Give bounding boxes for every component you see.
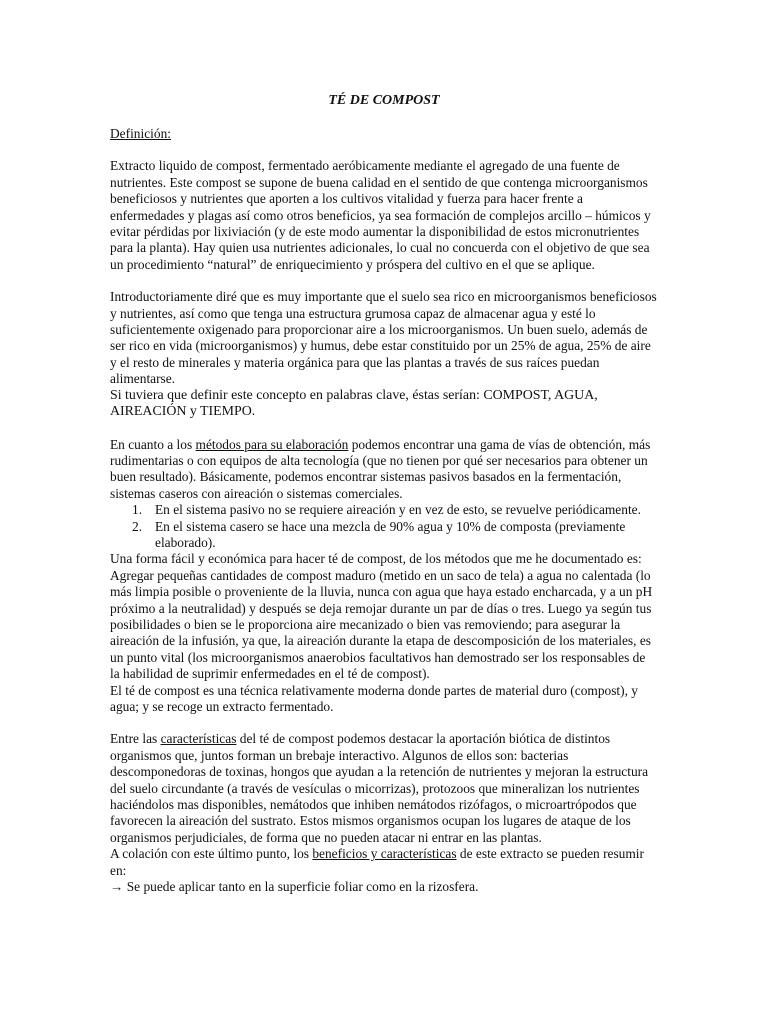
methods-list [110, 502, 658, 551]
paragraph-keywords: Si tuviera que definir este concepto en palabras clave, éstas serían: COMPOST, AGUA, AIREACIÓN y TIEMPO. [110, 387, 598, 420]
definition-heading: Definición: [110, 126, 171, 141]
list-item [110, 519, 658, 552]
document-page [110, 93, 658, 895]
benefits-text-post: de este extracto se pueden resumir en: [110, 846, 644, 878]
list-item [110, 502, 658, 518]
spacer [110, 142, 658, 158]
characteristics-text-pre: Entre las [110, 731, 161, 747]
list-item-text: En el sistema casero se hace una mezcla de 90% agua y 10% de composta (previamente elaborado). [155, 518, 626, 550]
document-title: TÉ DE COMPOST [328, 93, 440, 108]
benefit-arrow-item: → Se puede aplicar tanto en la superficie foliar como en la rizosfera. [110, 879, 479, 895]
methods-text-pre: En cuanto a los [110, 436, 196, 452]
list-item-text: En el sistema pasivo no se requiere aireación y en vez de esto, se revuelve periódicamente. [155, 502, 641, 518]
methods-link: métodos para su elaboración [195, 436, 349, 452]
characteristics-link: características [160, 731, 237, 747]
paragraph-characteristics [110, 731, 658, 846]
paragraph-procedure: Una forma fácil y económica para hacer té de compost, de los métodos que me he documentado es: Agregar pequeñas cantidades de compost maduro (metido en un saco de tela) a agua no calentada (lo más limpia posible o proveniente de la lluvia, nunca con agua que haya estado encharcada, y a un pH próximo a la neutralidad) y después se deja remojar durante un par de días o tres. Luego ya según tus posibilidades o bien se le proporciona aire mecanizado o bien vas removiendo; para asegurar la aireación de la infusión, ya que, la aireación durante la etapa de descomposición de los materiales, es un punto vital (los microorganismos anaerobios facultativos han demostrado ser los responsables de la habilidad de suprimir enfermedades en el té de compost). [110, 551, 653, 682]
paragraph-definition: Extracto liquido de compost, fermentado aeróbicamente mediante el agregado de una fuente de nutrientes. Este compost se supone de buena calidad en el sentido de que contenga microorganismos beneficiosos y nutrientes que aporten a los cultivos vitalidad y fuerza para hacer frente a enfermedades y plagas así como otros beneficios, ya sea formación de complejos arcillo – húmicos y evitar pérdidas por lixiviación (y de este modo aumentar la disponibilidad de estos micronutrientes para la planta). Hay quien usa nutrientes adicionales, lo cual no concuerda con el objetivo de que sea un procedimiento “natural” de enriquecimiento y próspera del cultivo en el que se aplique. [110, 158, 651, 272]
benefits-text-pre: A colación con este último punto, los [110, 846, 313, 862]
spacer [110, 715, 658, 731]
paragraph-methods [110, 437, 658, 503]
paragraph-benefits-intro [110, 846, 658, 879]
benefits-link: beneficios y características [312, 846, 457, 862]
paragraph-technique: El té de compost es una técnica relativamente moderna donde partes de material duro (compost), y agua; y se recoge un extracto fermentado. [110, 682, 638, 714]
spacer [110, 273, 658, 289]
paragraph-introduction: Introductoriamente diré que es muy importante que el suelo sea rico en microorganismos beneficiosos y nutrientes, así como que tenga una estructura grumosa capaz de almacenar agua y esté lo suficientemente oxigenado para proporcionar aire a los microorganismos. Un buen suelo, además de ser rico en vida (microorganismos) y humus, debe estar constituido por un 25% de agua, 25% de aire y el resto de minerales y materia orgánica para que las plantas a través de sus raíces puedan alimentarse. [110, 289, 657, 387]
list-item-number: 1. [132, 502, 143, 518]
spacer [110, 421, 658, 437]
characteristics-text-post: del té de compost podemos destacar la aportación biótica de distintos organismos que, juntos forman un brebaje interactivo. Algunos de ellos son: bacterias descomponedoras de toxinas, hongos que ayudan a la retención de nutrientes y mejoran la estructura del suelo circundante (a través de vesículas o micorrizas), protozoos que mineralizan los nutrientes haciéndolos mas disponibles, nemátodos que inhiben nemátodos rizófagos, o microartrópodos que favorecen la aireación del sustrato. Estos mismos organismos ocupan los lugares de ataque de los organismos perjudiciales, de forma que no pueden atacar ni entrar en las plantas. [110, 731, 649, 845]
list-item-number: 2. [132, 518, 143, 534]
methods-text-post: podemos encontrar una gama de vías de obtención, más rudimentarias o con equipos de alta tecnología (que no tienen por qué ser necesarios para obtener un buen resultado). Básicamente, podemos encontrar sistemas pasivos basados en la fermentación, sistemas caseros con aireación o sistemas comerciales. [110, 436, 651, 501]
